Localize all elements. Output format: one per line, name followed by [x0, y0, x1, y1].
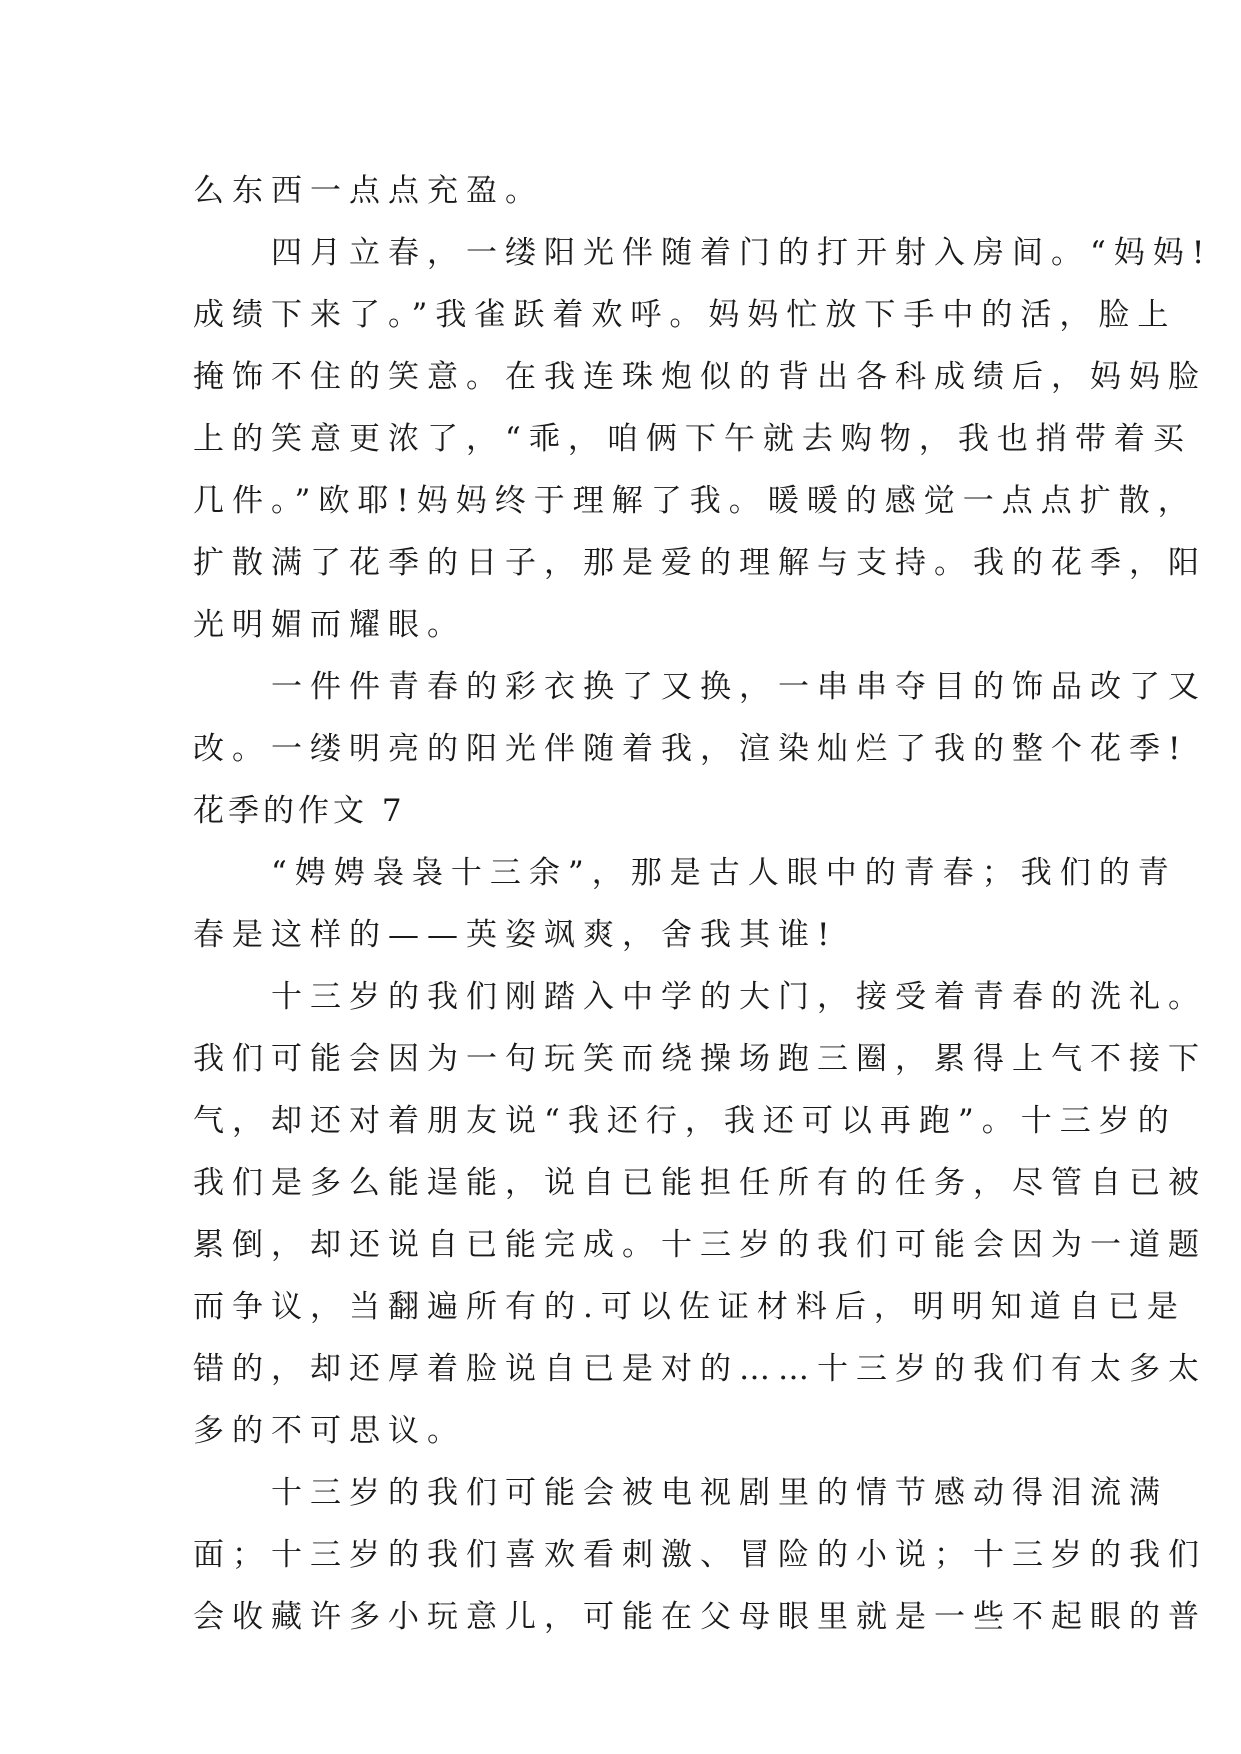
text-line: 四月立春，一缕阳光伴随着门的打开射入房间。“妈妈!: [193, 235, 1213, 271]
text-line: 光明媚而耀眼。: [193, 607, 466, 643]
text-line: 气，却还对着朋友说“我还行，我还可以再跑”。十三岁的: [193, 1103, 1177, 1139]
text-line: 十三岁的我们可能会被电视剧里的情节感动得泪流满: [193, 1475, 1168, 1511]
text-line: 上的笑意更浓了，“乖，咱俩下午就去购物，我也捎带着买: [193, 421, 1192, 457]
text-line: 一件件青春的彩衣换了又换，一串串夺目的饰品改了又: [193, 669, 1207, 705]
text-line: 错的，却还厚着脸说自已是对的……十三岁的我们有太多太: [193, 1351, 1207, 1387]
text-line: 扩散满了花季的日子，那是爱的理解与支持。我的花季，阳: [193, 545, 1207, 581]
text-line: 多的不可思议。: [193, 1413, 466, 1449]
text-line: 成绩下来了。”我雀跃着欢呼。妈妈忙放下手中的活，脸上: [193, 297, 1177, 333]
text-line: 几件。”欧耶!妈妈终于理解了我。暖暖的感觉一点点扩散，: [193, 483, 1197, 519]
section-title: 花季的作文 7: [193, 793, 406, 829]
text-line: 十三岁的我们刚踏入中学的大门，接受着青春的洗礼。: [193, 979, 1207, 1015]
text-line: 而争议，当翻遍所有的.可以佐证材料后，明明知道自已是: [193, 1289, 1186, 1325]
text-line: 我们可能会因为一句玩笑而绕操场跑三圈，累得上气不接下: [193, 1041, 1207, 1077]
text-line: 改。一缕明亮的阳光伴随着我，渲染灿烂了我的整个花季!: [193, 731, 1189, 767]
text-line: 春是这样的——英姿飒爽，舍我其谁!: [193, 917, 838, 953]
document-page: [193, 160, 1213, 1648]
text-line: “娉娉袅袅十三余”，那是古人眼中的青春；我们的青: [193, 855, 1177, 891]
text-line: 我们是多么能逞能，说自已能担任所有的任务，尽管自已被: [193, 1165, 1207, 1201]
text-line: 累倒，却还说自已能完成。十三岁的我们可能会因为一道题: [193, 1227, 1207, 1263]
text-line: 面；十三岁的我们喜欢看刺激、冒险的小说；十三岁的我们: [193, 1537, 1207, 1573]
text-line: 会收藏许多小玩意儿，可能在父母眼里就是一些不起眼的普: [193, 1599, 1207, 1635]
text-line: 掩饰不住的笑意。在我连珠炮似的背出各科成绩后，妈妈脸: [193, 359, 1207, 395]
text-line: 么东西一点点充盈。: [193, 173, 544, 209]
